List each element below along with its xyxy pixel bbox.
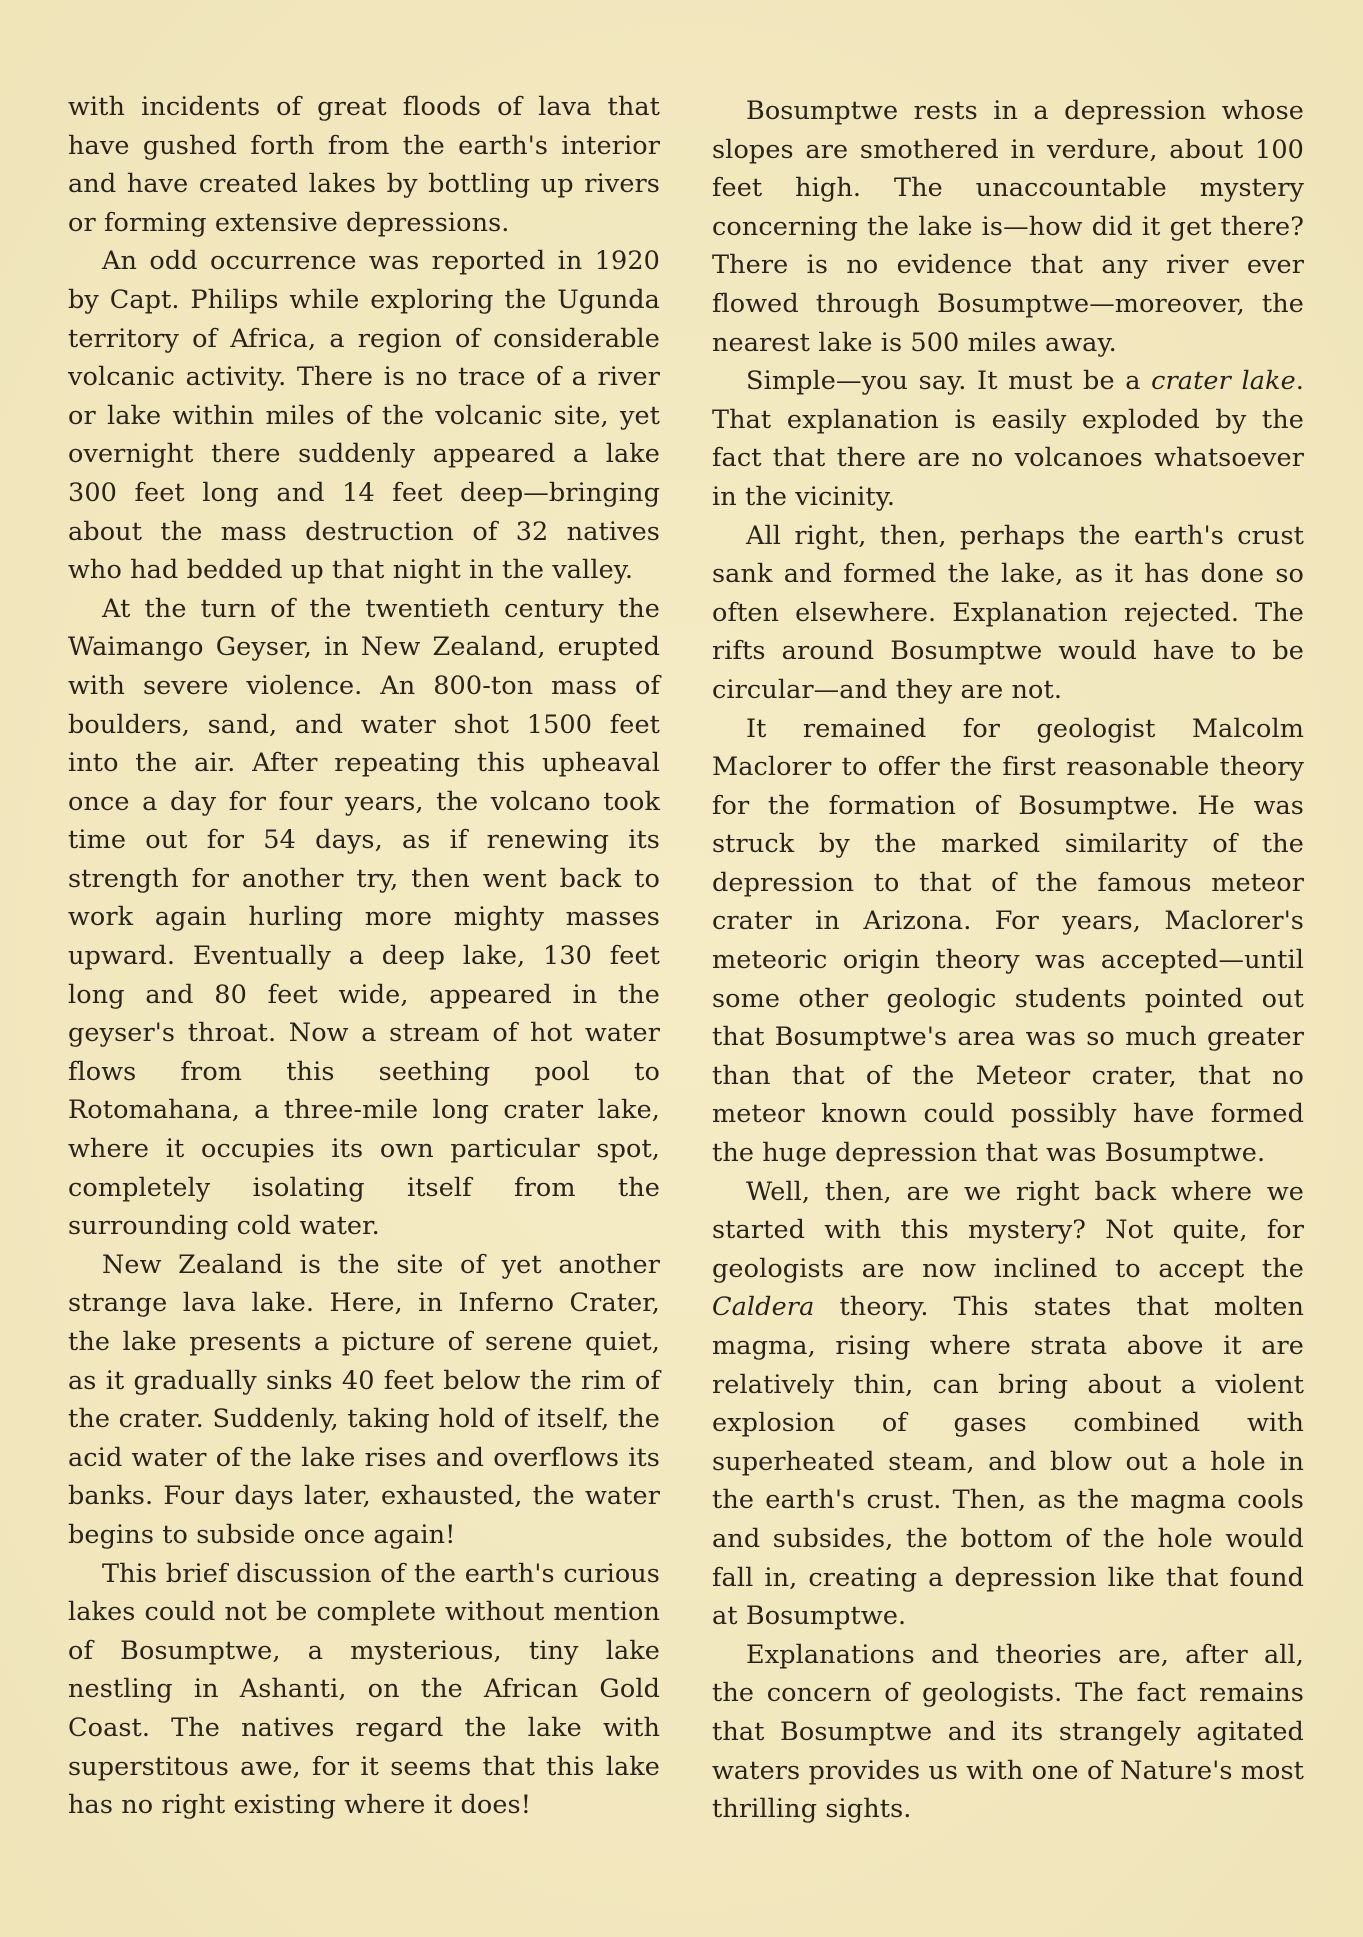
crater-lake-text-after: . That explanation is easily exploded by the fact that there are no volcanoes whatsoever in the vicinity. [712, 366, 1304, 512]
caldera-emphasis: Caldera [712, 1292, 815, 1323]
paragraph-maclorer-theory: It remained for geologist Malcolm Maclorer to offer the first reasonable theory for the formation of Bosumptwe. He was struck by the marked similarity of the depression to that of the famous meteor crater in Arizona. For years, Maclorer's meteoric origin theory was accepted—until some other geologic students pointed out that Bosumptwe's area was so much greater than that of the Meteor crater, that no meteor known could possibly have formed the huge depression that was Bosumptwe. [712, 713, 1304, 1169]
caldera-text-before: Well, then, are we right back where we started with this mystery? Not quite, for geologists are now inclined to accept the [712, 1176, 1304, 1284]
paragraph-crater-lake [712, 362, 1304, 516]
paragraph-caldera-theory [712, 1173, 1304, 1636]
paragraph-waimango-geyser: At the turn of the twentieth century the Waimango Geyser, in New Zealand, erupted with severe violence. An 800-ton mass of boulders, sand, and water shot 1500 feet into the air. After repeating this upheaval once a day for four years, the volcano took time out for 54 days, as if renewing its strength for another try, then went back to work again hurling more mighty masses upward. Eventually a deep lake, 130 feet long and 80 feet wide, appeared in the geyser's throat. Now a stream of hot water flows from this seething pool to Rotomahana, a three-mile long crater lake, where it occupies its own particular spot, completely isolating itself from the surrounding cold water. [68, 593, 660, 1242]
paragraph-lava-floods: with incidents of great floods of lava that have gushed forth from the earth's interior and have created lakes by bottling up rivers or forming extensive depressions. [68, 92, 660, 238]
crater-lake-emphasis: crater lake [1151, 366, 1296, 397]
paragraph-ugunda-lake: An odd occurrence was reported in 1920 by Capt. Philips while exploring the Ugunda territory of Africa, a region of considerable volcanic activity. There is no trace of a river or lake within miles of the volcanic site, yet overnight there suddenly appeared a lake 300 feet long and 14 feet deep—bringing about the mass destruction of 32 natives who had bedded up that night in the valley. [68, 246, 660, 586]
paragraph-bosumptwe-intro: This brief discussion of the earth's curious lakes could not be complete without mention of Bosumptwe, a mysterious, tiny lake nestling in Ashanti, on the African Gold Coast. The natives regard the lake with superstitous awe, for it seems that this lake has no right existing where it does! [68, 1558, 660, 1821]
right-text-column [712, 92, 1304, 1829]
paragraph-bosumptwe-depression: Bosumptwe rests in a depression whose slopes are smothered in verdure, about 100 feet high. The unaccountable mystery concerning the lake is—how did it get there? There is no evidence that any river ever flowed through Bosumptwe—moreover, the nearest lake is 500 miles away. [712, 96, 1304, 358]
caldera-text-after: theory. This states that molten magma, rising where strata above it are relatively thin, can bring about a violent explosion of gases combined with superheated steam, and blow out a hole in the earth's crust. Then, as the magma cools and subsides, the bottom of the hole would fall in, creating a depression like that found at Bosumptwe. [712, 1292, 1304, 1632]
paragraph-crust-sank: All right, then, perhaps the earth's crust sank and formed the lake, as it has done so often elsewhere. Explanation rejected. The rifts around Bosumptwe would have to be circular—and they are not. [712, 520, 1304, 705]
crater-lake-text-before: Simple—you say. It must be a [746, 366, 1152, 397]
paragraph-conclusion: Explanations and theories are, after all, the concern of geologists. The fact remains that Bosumptwe and its strangely agitated waters provides us with one of Nature's most thrilling sights. [712, 1639, 1304, 1825]
paragraph-inferno-crater: New Zealand is the site of yet another strange lava lake. Here, in Inferno Crater, the lake presents a picture of serene quiet, as it gradually sinks 40 feet below the rim of the crater. Suddenly, taking hold of itself, the acid water of the lake rises and overflows its banks. Four days later, exhausted, the water begins to subside once again! [68, 1249, 660, 1550]
left-text-column [68, 88, 660, 1825]
